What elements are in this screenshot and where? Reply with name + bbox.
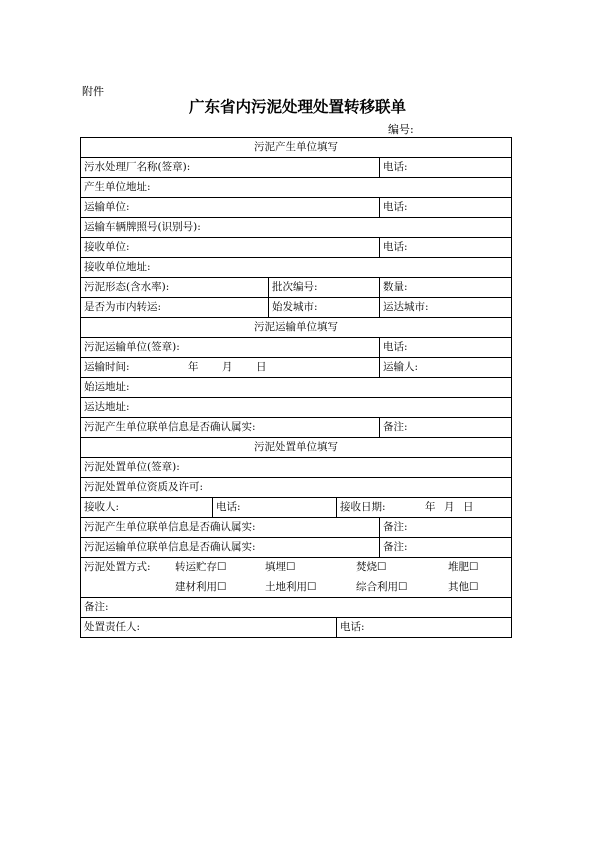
receiver-person-field[interactable]: 接收人: xyxy=(84,501,120,513)
responsible-person-field[interactable]: 处置责任人: xyxy=(84,621,141,633)
serial-number-label: 编号: xyxy=(388,123,414,136)
remark-field[interactable]: 备注: xyxy=(383,521,408,533)
sludge-form-field[interactable]: 污泥形态(含水率): xyxy=(84,281,170,293)
qualification-field[interactable]: 污泥处置单位资质及许可: xyxy=(84,481,204,493)
disposal-method-label: 污泥处置方式: xyxy=(84,561,151,573)
phone-field[interactable]: 电话: xyxy=(383,341,408,353)
disposal-unit-field[interactable]: 污泥处置单位(签章): xyxy=(84,461,180,473)
phone-field[interactable]: 电话: xyxy=(383,161,408,173)
border-bottom xyxy=(80,637,512,638)
intra-city-field[interactable]: 是否为市内转运: xyxy=(84,301,162,313)
method-option-building-material[interactable]: 建材利用☐ xyxy=(175,581,227,593)
month-label: 月 xyxy=(444,501,455,513)
section-header-disposal: 污泥处置单位填写 xyxy=(254,441,338,453)
remark-field[interactable]: 备注: xyxy=(383,541,408,553)
method-option-other[interactable]: 其他☐ xyxy=(448,581,479,593)
remark-field[interactable]: 备注: xyxy=(84,601,109,613)
form-title: 广东省内污泥处理处置转移联单 xyxy=(188,97,406,116)
day-label: 日 xyxy=(256,361,267,373)
confirm-transporter-field[interactable]: 污泥运输单位联单信息是否确认属实: xyxy=(84,541,256,553)
phone-field[interactable]: 电话: xyxy=(383,241,408,253)
phone-field[interactable]: 电话: xyxy=(340,621,365,633)
phone-field[interactable]: 电话: xyxy=(216,501,241,513)
method-option-transfer-storage[interactable]: 转运贮存☐ xyxy=(175,561,227,573)
year-label: 年 xyxy=(425,501,436,513)
transport-time-field[interactable]: 运输时间: xyxy=(84,361,130,373)
method-option-comprehensive[interactable]: 综合利用☐ xyxy=(356,581,408,593)
receiver-unit-field[interactable]: 接收单位: xyxy=(84,241,130,253)
confirm-producer-field[interactable]: 污泥产生单位联单信息是否确认属实: xyxy=(84,421,256,433)
method-option-compost[interactable]: 堆肥☐ xyxy=(448,561,479,573)
year-label: 年 xyxy=(188,361,199,373)
phone-field[interactable]: 电话: xyxy=(383,201,408,213)
transport-unit-signature-field[interactable]: 污泥运输单位(签章): xyxy=(84,341,180,353)
method-option-incineration[interactable]: 焚烧☐ xyxy=(356,561,387,573)
confirm-producer-field[interactable]: 污泥产生单位联单信息是否确认属实: xyxy=(84,521,256,533)
origin-city-field[interactable]: 始发城市: xyxy=(272,301,318,313)
receiver-address-field[interactable]: 接收单位地址: xyxy=(84,261,151,273)
destination-city-field[interactable]: 运达城市: xyxy=(383,301,429,313)
plant-name-field[interactable]: 污水处理厂名称(签章): xyxy=(84,161,191,173)
transport-unit-field[interactable]: 运输单位: xyxy=(84,201,130,213)
vehicle-plate-field[interactable]: 运输车辆牌照号(识别号): xyxy=(84,221,201,233)
section-header-producer: 污泥产生单位填写 xyxy=(254,141,338,153)
transporter-person-field[interactable]: 运输人: xyxy=(383,361,419,373)
origin-address-field[interactable]: 始运地址: xyxy=(84,381,130,393)
batch-number-field[interactable]: 批次编号: xyxy=(272,281,318,293)
border-right xyxy=(511,137,512,638)
quantity-field[interactable]: 数量: xyxy=(383,281,408,293)
method-option-landfill[interactable]: 填埋☐ xyxy=(265,561,296,573)
receive-date-field[interactable]: 接收日期: xyxy=(340,501,386,513)
destination-address-field[interactable]: 运达地址: xyxy=(84,401,130,413)
producer-address-field[interactable]: 产生单位地址: xyxy=(84,181,151,193)
attachment-label: 附件 xyxy=(82,85,104,98)
method-option-land-use[interactable]: 土地利用☐ xyxy=(265,581,317,593)
month-label: 月 xyxy=(222,361,233,373)
section-header-transporter: 污泥运输单位填写 xyxy=(254,321,338,333)
remark-field[interactable]: 备注: xyxy=(383,421,408,433)
day-label: 日 xyxy=(463,501,474,513)
